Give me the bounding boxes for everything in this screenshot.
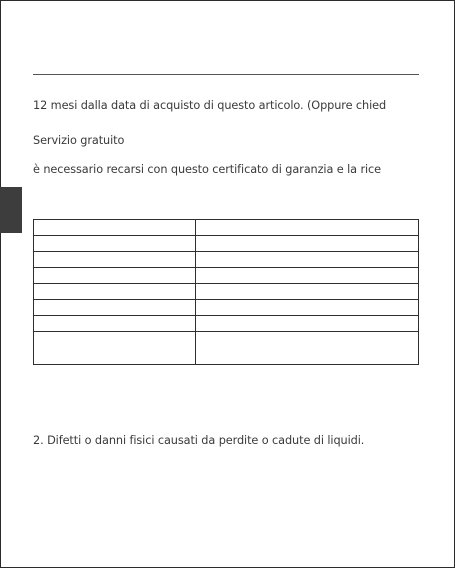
table-cell-value[interactable] xyxy=(196,300,419,316)
table-cell-label[interactable] xyxy=(34,220,196,236)
table-cell-label[interactable] xyxy=(34,236,196,252)
table-cell-value[interactable] xyxy=(196,220,419,236)
table-cell-value[interactable] xyxy=(196,236,419,252)
table-row xyxy=(34,300,419,316)
warranty-card-table xyxy=(33,219,419,365)
table-cell-label[interactable] xyxy=(34,300,196,316)
table-cell-label[interactable] xyxy=(34,316,196,332)
table-cell-label[interactable] xyxy=(34,284,196,300)
table-cell-value[interactable] xyxy=(196,252,419,268)
table-cell-label[interactable] xyxy=(34,252,196,268)
section-side-tab xyxy=(0,187,22,233)
table-row xyxy=(34,236,419,252)
table-cell-value[interactable] xyxy=(196,284,419,300)
header-divider xyxy=(33,74,419,75)
table-row xyxy=(34,284,419,300)
table-cell-value[interactable] xyxy=(196,268,419,284)
table-cell-label[interactable] xyxy=(34,332,196,365)
table-row xyxy=(34,252,419,268)
table-row xyxy=(34,316,419,332)
table-row xyxy=(34,268,419,284)
table-row xyxy=(34,220,419,236)
service-instructions-text: è necessario recarsi con questo certificato di garanzia e la rice xyxy=(33,163,382,176)
table-row xyxy=(34,332,419,365)
exclusion-item-2: 2. Difetti o danni fisici causati da perdite o cadute di liquidi. xyxy=(33,434,365,447)
table-cell-value[interactable] xyxy=(196,332,419,365)
free-service-heading: Servizio gratuito xyxy=(33,134,125,147)
table-cell-value[interactable] xyxy=(196,316,419,332)
table-cell-label[interactable] xyxy=(34,268,196,284)
warranty-period-text: 12 mesi dalla data di acquisto di questo articolo. (Oppure chied xyxy=(33,99,387,112)
